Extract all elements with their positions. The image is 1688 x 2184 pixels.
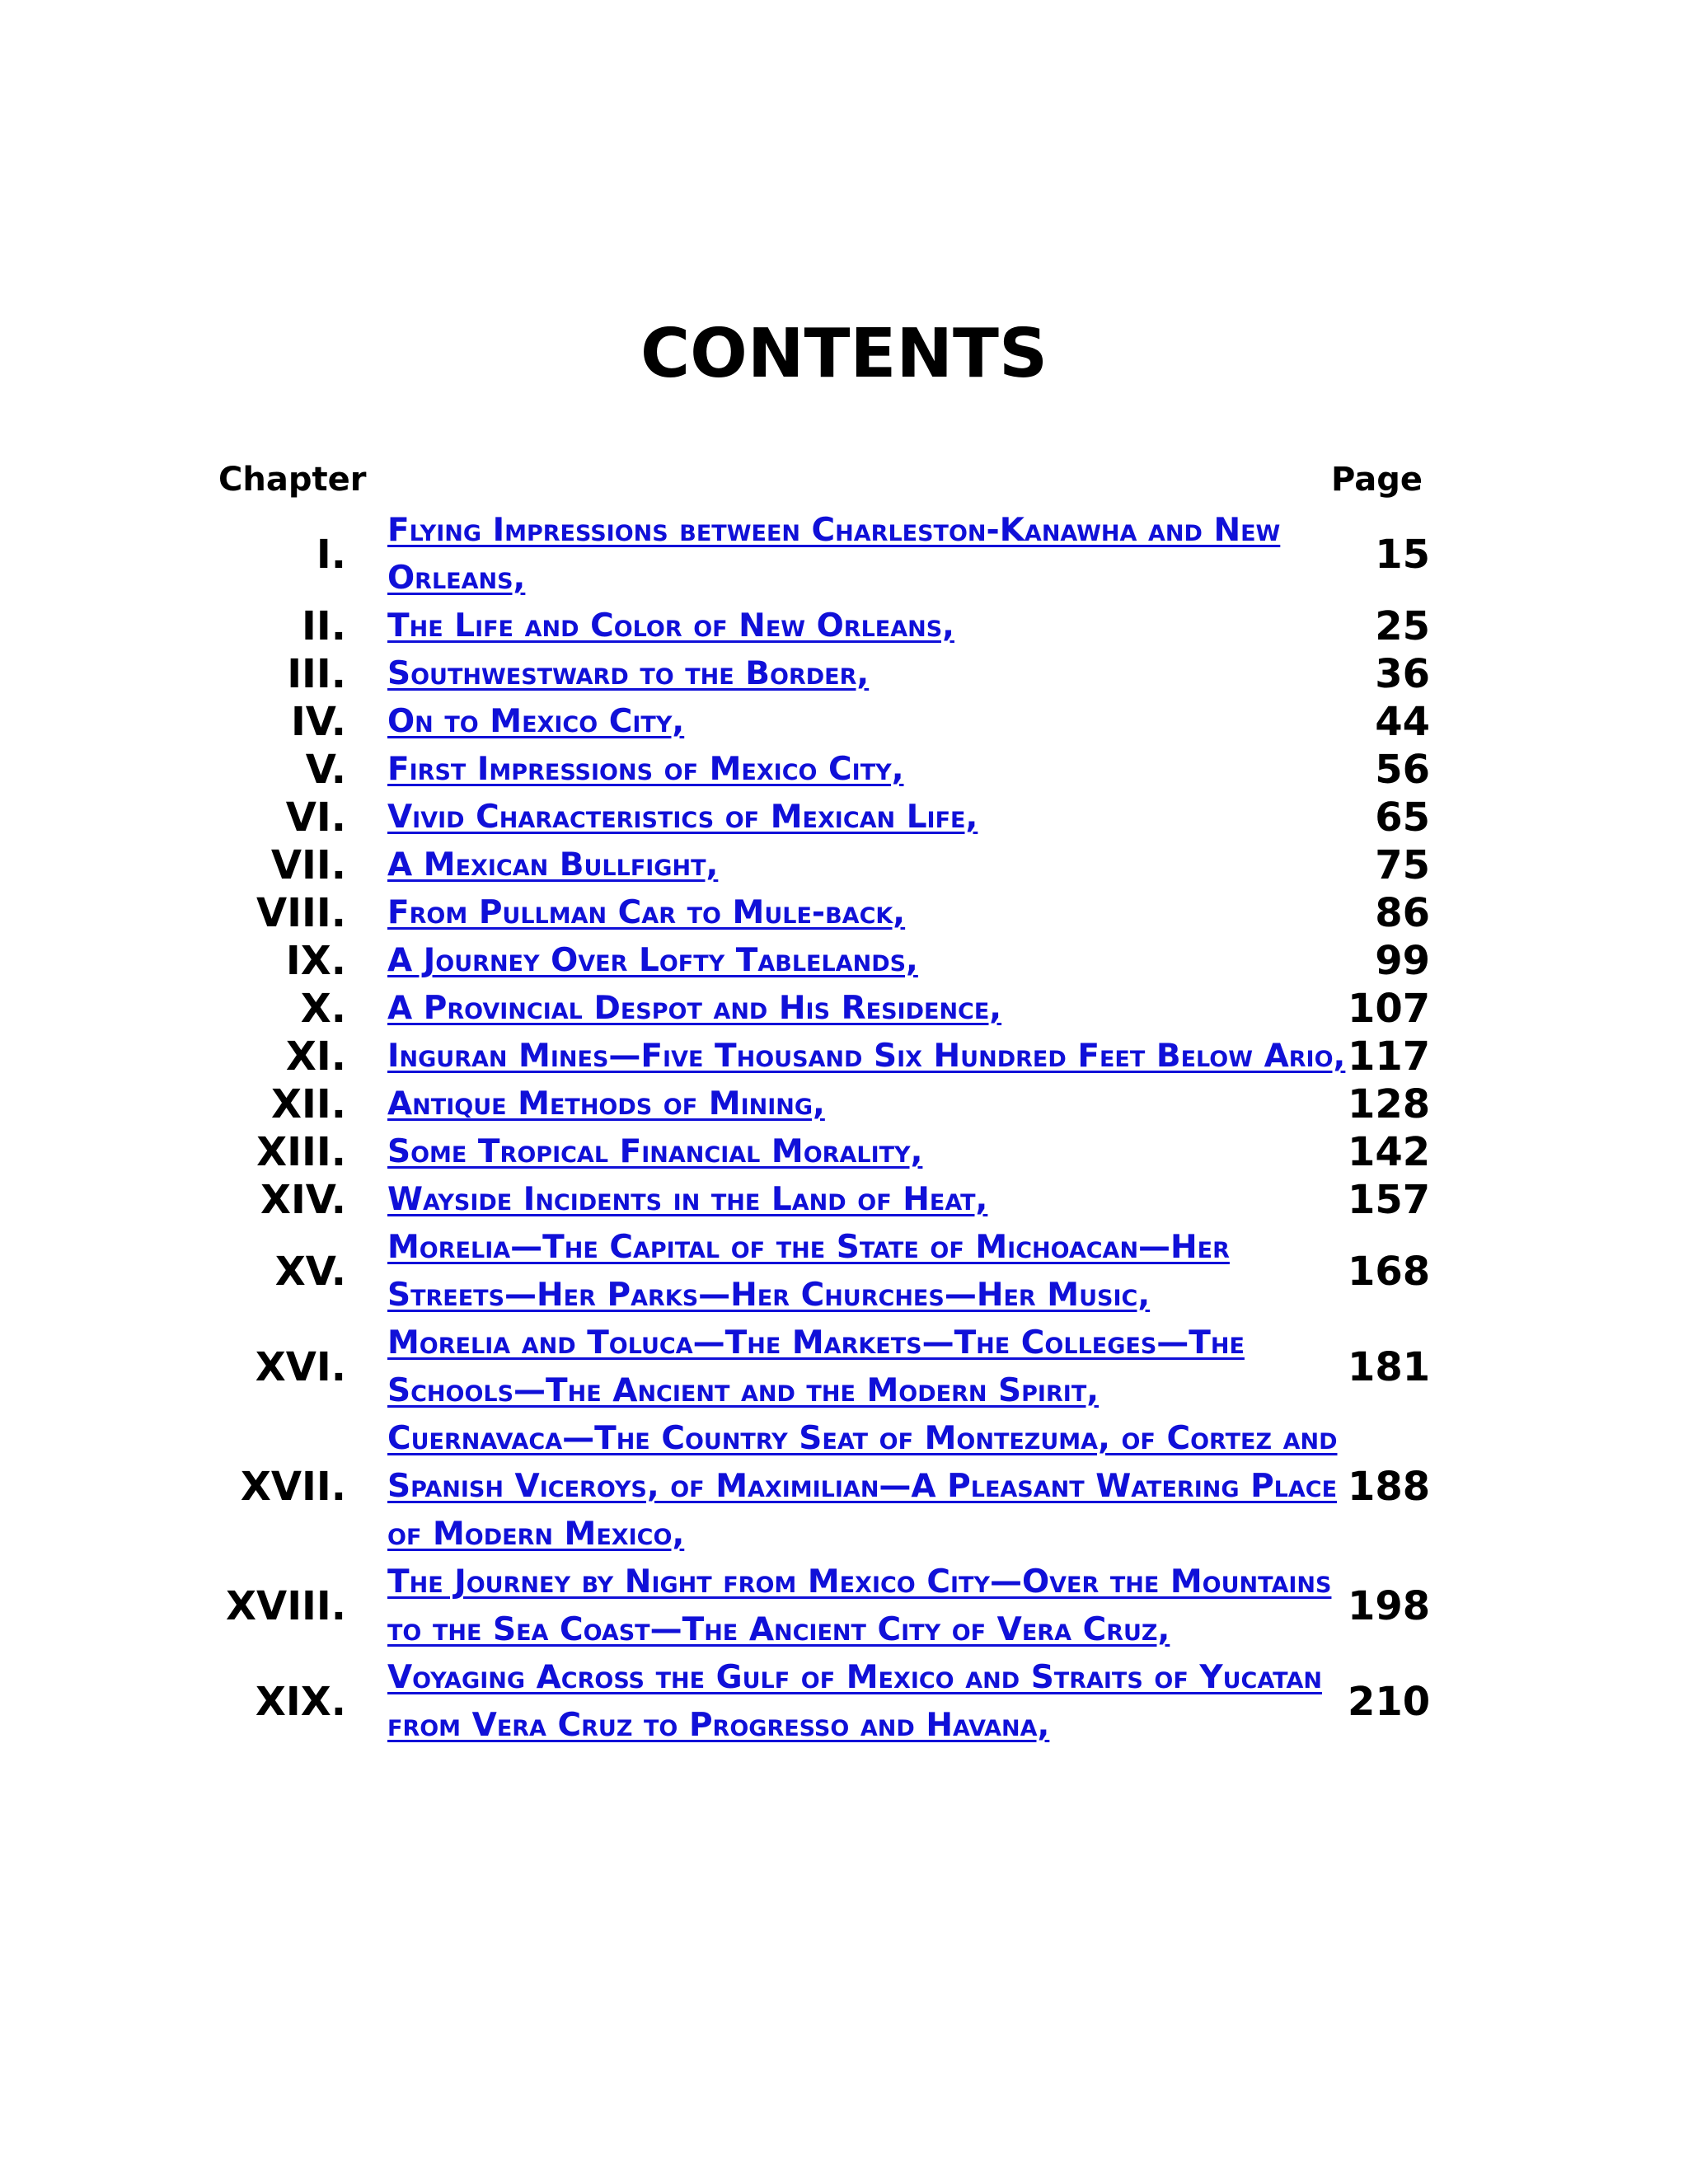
- chapter-link[interactable]: Voyaging Across the Gulf of Mexico and Straits of Yucatan from Vera Cruz to Progresso and Havana,: [387, 1659, 1322, 1744]
- chapter-number: XIV.: [260, 1177, 346, 1223]
- toc-row: [218, 507, 1430, 602]
- chapter-number: V.: [305, 747, 346, 793]
- toc-row: [218, 1176, 1430, 1224]
- toc-row: [218, 1415, 1430, 1558]
- chapter-link[interactable]: Flying Impressions between Charleston-Kanawha and New Orleans,: [387, 512, 1281, 597]
- chapter-link[interactable]: The Life and Color of New Orleans,: [387, 607, 954, 644]
- chapter-number: XIII.: [256, 1129, 346, 1175]
- chapter-number: X.: [300, 986, 346, 1032]
- chapter-number: IV.: [290, 699, 346, 745]
- chapter-link[interactable]: A Mexican Bullfight,: [387, 846, 719, 883]
- chapter-link[interactable]: Wayside Incidents in the Land of Heat,: [387, 1181, 988, 1218]
- chapter-page-number: 36: [1375, 651, 1430, 697]
- page-column-header: Page: [1331, 461, 1423, 499]
- chapter-link[interactable]: On to Mexico City,: [387, 703, 685, 740]
- chapter-page-number: 188: [1348, 1464, 1431, 1510]
- toc-row: [218, 746, 1430, 794]
- chapter-number: IX.: [285, 938, 346, 984]
- chapter-link[interactable]: First Impressions of Mexico City,: [387, 751, 904, 788]
- chapter-number: XIX.: [255, 1679, 346, 1725]
- toc-row: [218, 1080, 1430, 1128]
- chapter-link[interactable]: Vivid Characteristics of Mexican Life,: [387, 799, 978, 836]
- chapter-column-header: Chapter: [218, 461, 367, 499]
- chapter-number: XII.: [271, 1081, 346, 1127]
- chapter-number: VI.: [285, 794, 346, 841]
- chapter-page-number: 198: [1348, 1583, 1431, 1629]
- chapter-link[interactable]: Antique Methods of Mining,: [387, 1085, 825, 1122]
- toc-row: [218, 650, 1430, 698]
- toc-row: [218, 1558, 1430, 1654]
- chapter-page-number: 181: [1348, 1344, 1431, 1390]
- toc-rows: [218, 507, 1430, 1750]
- chapter-page-number: 128: [1348, 1081, 1431, 1127]
- chapter-number: XVII.: [240, 1464, 346, 1510]
- table-of-contents: [218, 453, 1430, 1750]
- toc-row: [218, 1033, 1430, 1080]
- chapter-number: XVIII.: [226, 1583, 346, 1629]
- chapter-page-number: 75: [1375, 842, 1430, 888]
- toc-row: [218, 1654, 1430, 1750]
- toc-row: [218, 937, 1430, 985]
- chapter-page-number: 15: [1375, 532, 1430, 578]
- chapter-link[interactable]: Southwestward to the Border,: [387, 655, 870, 692]
- toc-row: [218, 841, 1430, 889]
- chapter-page-number: 117: [1348, 1033, 1431, 1080]
- toc-row: [218, 794, 1430, 841]
- chapter-page-number: 44: [1375, 699, 1430, 745]
- chapter-link[interactable]: The Journey by Night from Mexico City—Over the Mountains to the Sea Coast—The Ancient City of Vera Cruz,: [387, 1563, 1332, 1648]
- chapter-page-number: 142: [1348, 1129, 1431, 1175]
- chapter-number: XI.: [285, 1033, 346, 1080]
- chapter-link[interactable]: A Provincial Despot and His Residence,: [387, 990, 1002, 1027]
- chapter-page-number: 86: [1375, 890, 1430, 936]
- chapter-number: XVI.: [255, 1344, 346, 1390]
- toc-row: [218, 1319, 1430, 1415]
- chapter-page-number: 210: [1348, 1679, 1431, 1725]
- chapter-number: XV.: [274, 1249, 346, 1295]
- chapter-number: II.: [302, 603, 346, 649]
- chapter-link[interactable]: Morelia—The Capital of the State of Michoacan—Her Streets—Her Parks—Her Churches—Her Music,: [387, 1229, 1230, 1314]
- chapter-number: I.: [316, 532, 346, 578]
- chapter-page-number: 65: [1375, 794, 1430, 841]
- chapter-link[interactable]: Morelia and Toluca—The Markets—The Colleges—The Schools—The Ancient and the Modern Spirit,: [387, 1324, 1245, 1409]
- chapter-number: VII.: [270, 842, 346, 888]
- chapter-number: VIII.: [256, 890, 346, 936]
- chapter-page-number: 99: [1375, 938, 1430, 984]
- chapter-link[interactable]: Some Tropical Financial Morality,: [387, 1133, 923, 1170]
- toc-row: [218, 698, 1430, 746]
- chapter-page-number: 25: [1375, 603, 1430, 649]
- chapter-link[interactable]: A Journey Over Lofty Tablelands,: [387, 942, 918, 979]
- chapter-link[interactable]: Inguran Mines—Five Thousand Six Hundred Feet Below Ario,: [387, 1038, 1346, 1075]
- chapter-link[interactable]: Cuernavaca—The Country Seat of Montezuma, of Cortez and Spanish Viceroys, of Maximilian—A Pleasant Watering Place of Modern Mexico,: [387, 1420, 1338, 1553]
- toc-row: [218, 1128, 1430, 1176]
- chapter-page-number: 157: [1348, 1177, 1431, 1223]
- toc-row: [218, 1224, 1430, 1319]
- toc-header: [218, 453, 1430, 507]
- chapter-page-number: 107: [1348, 986, 1431, 1032]
- toc-row: [218, 889, 1430, 937]
- chapter-page-number: 168: [1348, 1249, 1431, 1295]
- chapter-number: III.: [287, 651, 346, 697]
- chapter-page-number: 56: [1375, 747, 1430, 793]
- toc-row: [218, 602, 1430, 650]
- toc-row: [218, 985, 1430, 1033]
- page-title: CONTENTS: [640, 315, 1048, 393]
- chapter-link[interactable]: From Pullman Car to Mule-back,: [387, 894, 906, 931]
